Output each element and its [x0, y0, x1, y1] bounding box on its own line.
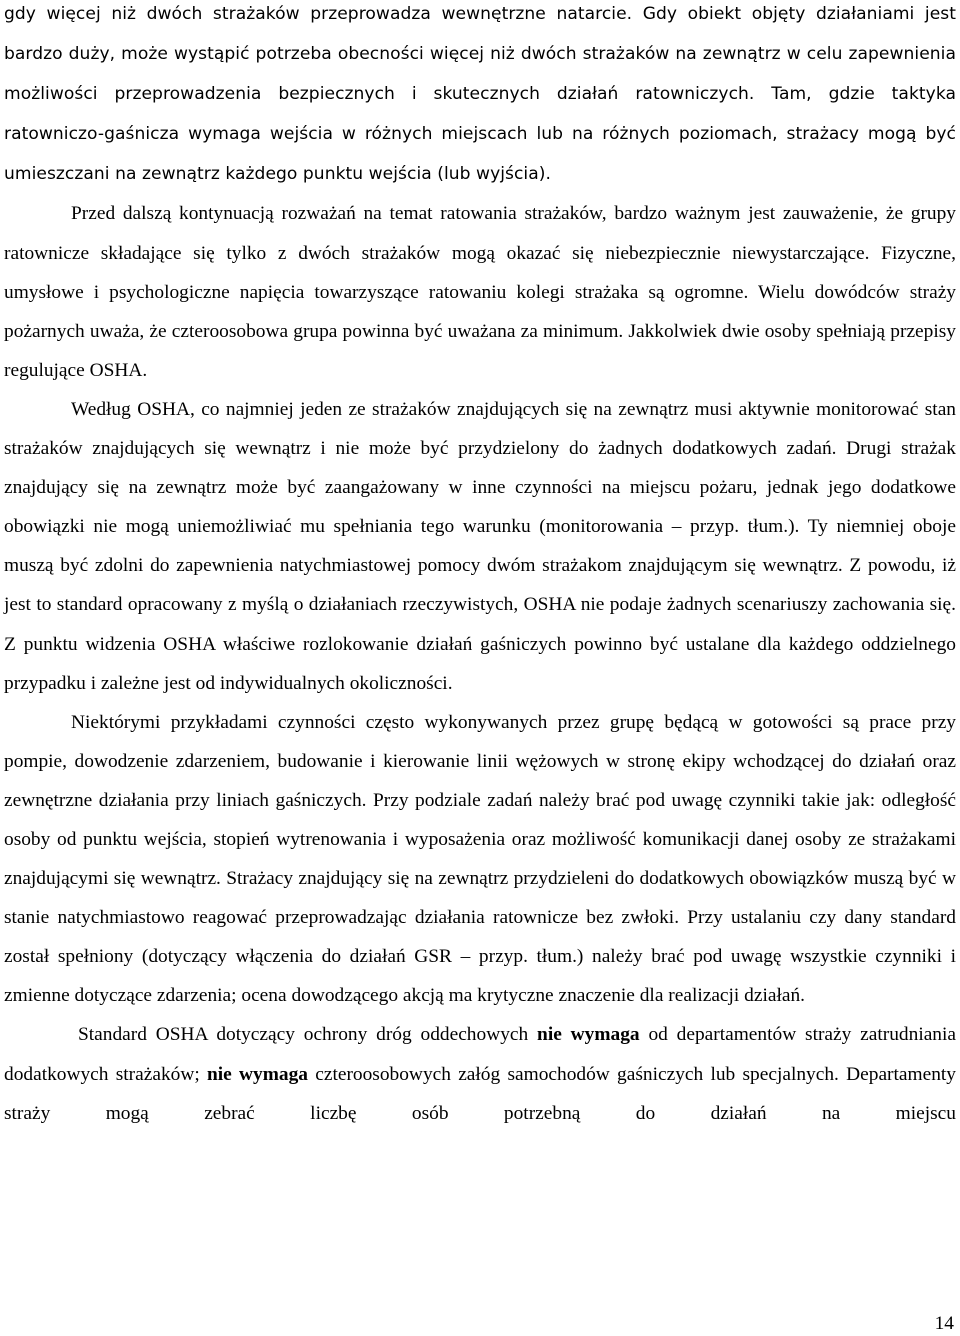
paragraph-1-sentence-1: gdy więcej niż dwóch strażaków przeprowadza wewnętrzne natarcie.	[4, 4, 633, 24]
paragraph-2: Przed dalszą kontynuacją rozważań na temat ratowania strażaków, bardzo ważnym jest zauważenie, że grupy ratownicze składające się tylko z dwóch strażaków mogą okazać się niebezpiecznie niewystarczające. Fizyczne, umysłowe i psychologiczne napięcia towarzyszące ratowaniu kolegi strażaka są ogromne. Wielu dowódców straży pożarnych uważa, że czteroosobowa grupa powinna być uważana za minimum. Jakkolwiek dwie osoby spełniają przepisy regulujące OSHA.	[4, 203, 956, 381]
paragraph-1	[4, 0, 956, 194]
paragraph-3: Według OSHA, co najmniej jeden ze strażaków znajdujących się na zewnątrz musi aktywnie monitorować stan strażaków znajdujących się wewnątrz i nie może być przydzielony do żadnych dodatkowych zadań. Drugi strażak znajdujący się na zewnątrz może być zaangażowany w inne czynności na miejscu pożaru, jednak jego dodatkowe obowiązki nie mogą uniemożliwiać mu spełniania tego warunku (monitorowania – przyp. tłum.). Ty niemniej oboje muszą być zdolni do zapewnienia natychmiastowej pomocy dwóm strażakom znajdującym się wewnątrz. Z powodu, iż jest to standard opracowany z myślą o działaniach rzeczywistych, OSHA nie podaje żadnych scenariuszy zachowania się. Z punktu widzenia OSHA właściwe rozlokowanie działań gaśniczych powinno być ustalane dla każdego oddzielnego przypadku i zależne jest od indywidualnych okoliczności.	[4, 398, 956, 694]
paragraph-5-text-2: od departamentów straży zatrudniania dodatkowych strażaków;	[4, 1024, 956, 1085]
paragraph-4: Niektórymi przykładami czynności często wykonywanych przez grupę będącą w gotowości są prace przy pompie, dowodzenie zdarzeniem, budowanie i kierowanie linii wężowych w stronę ekipy wchodzącej do działań oraz zewnętrzne działania przy liniach gaśniczych. Przy podziale zadań należy brać pod uwagę czynniki takie jak: odległość osoby od punktu wejścia, stopień wytrenowania i wyposażenia oraz możliwość komunikacji danej osoby ze strażakami znajdującymi się wewnątrz. Strażacy znajdujący się na zewnątrz przydzieleni do dodatkowych obowiązków muszą być w stanie natychmiastowo reagować przeprowadzając działania ratownicze bez zwłoki. Przy ustalaniu czy dany standard został spełniony (dotyczący włączenia do działań GSR – przyp. tłum.) należy brać pod uwagę wszystkie czynniki i zmienne dotyczące zdarzenia; ocena dowodzącego akcją ma krytyczne znaczenie dla realizacji działań.	[4, 711, 956, 1007]
paragraph-5-text-3: czteroosobowych załóg samochodów gaśniczych lub specjalnych. Departamenty straży mogą zebrać liczbę osób potrzebną do działań na miejscu	[4, 1063, 956, 1124]
document-body	[4, 0, 956, 1133]
paragraph-5-emphasis-1: nie wymaga	[537, 1024, 640, 1046]
paragraph-5	[4, 1015, 956, 1132]
paragraph-1-sentence-3: Tam, gdzie taktyka ratowniczo-gaśnicza wymaga wejścia w różnych miejscach lub na różnych poziomach, strażacy mogą być umieszczani na zewnątrz każdego punktu wejścia (lub wyjścia).	[4, 84, 956, 185]
page-number: 14	[934, 1313, 954, 1334]
paragraph-1-sentence-2: Gdy obiekt objęty działaniami jest bardzo duży, może wystąpić potrzeba obecności więcej niż dwóch strażaków na zewnątrz w celu zapewnienia możliwości przeprowadzenia bezpiecznych i skutecznych działań ratowniczych.	[4, 4, 956, 105]
paragraph-5-text-1: Standard OSHA dotyczący ochrony dróg oddechowych	[78, 1024, 538, 1046]
document-page	[4, 0, 956, 1335]
paragraph-5-emphasis-2: nie wymaga	[207, 1063, 308, 1085]
